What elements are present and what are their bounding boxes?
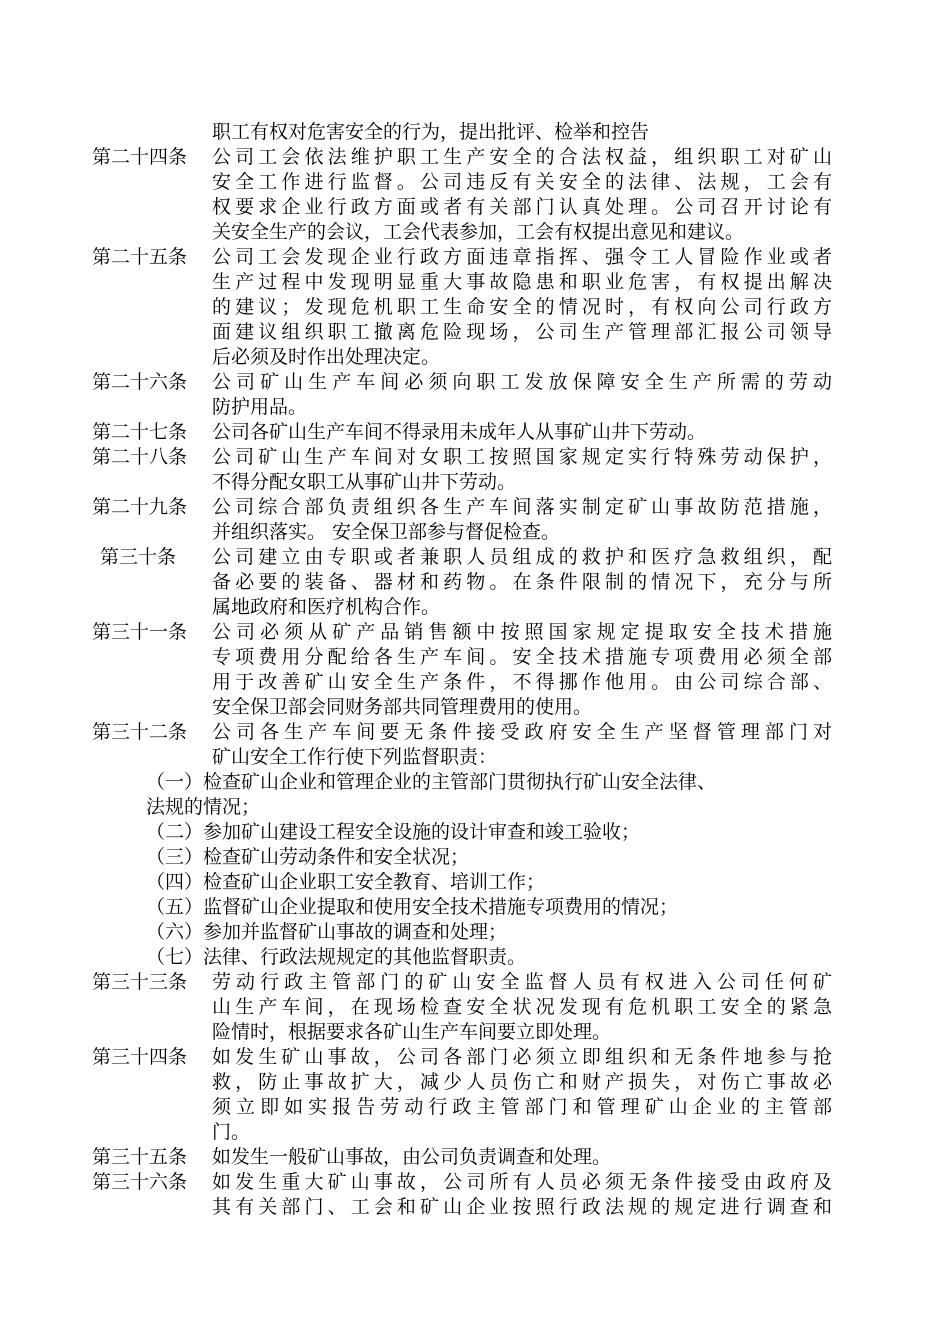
article-number: 第三十三条	[92, 971, 188, 993]
document-line	[0, 270, 950, 295]
document-line	[0, 395, 950, 420]
article-text: 关安全生产的会议，工会代表参加，工会有权提出意见和建议。	[212, 221, 745, 243]
article-text: 公司矿山生产车间必须向职工发放保障安全生产所需的劳动	[212, 371, 832, 393]
article-text: 矿山安全工作行使下列监督职责：	[212, 746, 498, 768]
article-text: 防护用品。	[212, 396, 308, 418]
article-text: 须立即如实报告劳动行政主管部门和管理矿山企业的主管部	[212, 1096, 832, 1118]
document-line	[0, 520, 950, 545]
document-line	[0, 1070, 950, 1095]
document-line	[0, 445, 950, 470]
clause-text: （一）检查矿山企业和管理企业的主管部门贯彻执行矿山安全法律、	[146, 771, 717, 793]
article-number: 第三十二条	[92, 721, 188, 743]
article-text: 其有关部门、工会和矿山企业按照行政法规的规定进行调查和	[212, 1196, 832, 1218]
clause-text: （四）检查矿山企业职工安全教育、培训工作；	[146, 871, 546, 893]
document-line	[0, 295, 950, 320]
document-line	[0, 970, 950, 995]
document-page	[0, 120, 950, 1220]
document-line	[0, 1020, 950, 1045]
document-line	[0, 1045, 950, 1070]
article-text: 专项费用分配给各生产车间。安全技术措施专项费用必须全部	[212, 646, 832, 668]
document-line	[0, 870, 950, 895]
clause-text: （七）法律、行政法规规定的其他监督职责。	[146, 946, 527, 968]
article-number: 第二十七条	[92, 421, 188, 443]
document-line	[0, 670, 950, 695]
article-number: 第二十九条	[92, 496, 188, 518]
document-line	[0, 545, 950, 570]
document-line	[0, 320, 950, 345]
document-line	[0, 1195, 950, 1220]
document-line	[0, 645, 950, 670]
document-line	[0, 595, 950, 620]
article-text: 公司矿山生产车间对女职工按照国家规定实行特殊劳动保护，	[212, 446, 832, 468]
document-line	[0, 420, 950, 445]
article-text: 公司工会依法维护职工生产安全的合法权益，组织职工对矿山	[212, 146, 832, 168]
clause-text: （六）参加并监督矿山事故的调查和处理；	[146, 921, 508, 943]
article-number: 第三十一条	[92, 621, 188, 643]
document-line	[0, 720, 950, 745]
article-text: 权要求企业行政方面或者有关部门认真处理。公司召开讨论有	[212, 196, 832, 218]
article-text: 公司综合部负责组织各生产车间落实制定矿山事故防范措施，	[212, 496, 832, 518]
document-line	[0, 945, 950, 970]
article-text: 山生产车间，在现场检查安全状况发现有危机职工安全的紧急	[212, 996, 832, 1018]
article-text: 不得分配女职工从事矿山井下劳动。	[212, 471, 517, 493]
document-line	[0, 120, 950, 145]
document-line	[0, 1120, 950, 1145]
clause-text: 法规的情况；	[146, 796, 261, 818]
article-text: 的建议；发现危机职工生命安全的情况时，有权向公司行政方	[212, 296, 832, 318]
article-text: 险情时，根据要求各矿山生产车间要立即处理。	[212, 1021, 612, 1043]
document-line	[0, 695, 950, 720]
document-line	[0, 745, 950, 770]
article-text: 如发生重大矿山事故，公司所有人员必须无条件接受由政府及	[212, 1171, 832, 1193]
article-text: 劳动行政主管部门的矿山安全监督人员有权进入公司任何矿	[212, 971, 832, 993]
document-line	[0, 145, 950, 170]
article-text: 救，防止事故扩大，减少人员伤亡和财产损失，对伤亡事故必	[212, 1071, 832, 1093]
document-line	[0, 345, 950, 370]
document-line	[0, 770, 950, 795]
article-text: 生产过程中发现明显重大事故隐患和职业危害，有权提出解决	[212, 271, 832, 293]
article-text: 备必要的装备、器材和药物。在条件限制的情况下，充分与所	[212, 571, 832, 593]
article-text: 安全保卫部会同财务部共同管理费用的使用。	[212, 696, 593, 718]
article-text: 如发生一般矿山事故，由公司负责调查和处理。	[212, 1146, 612, 1168]
article-text: 公司必须从矿产品销售额中按照国家规定提取安全技术措施	[212, 621, 832, 643]
article-number: 第三十六条	[92, 1171, 188, 1193]
article-text: 并组织落实。 安全保卫部参与督促检查。	[212, 521, 561, 543]
document-line	[0, 895, 950, 920]
article-text: 属地政府和医疗机构合作。	[212, 596, 441, 618]
article-number: 第三十五条	[92, 1146, 188, 1168]
clause-text: （二）参加矿山建设工程安全设施的设计审查和竣工验收；	[146, 821, 641, 843]
document-line	[0, 370, 950, 395]
document-line	[0, 1145, 950, 1170]
article-text: 用于改善矿山安全生产条件，不得挪作他用。由公司综合部、	[212, 671, 832, 693]
article-text: 职工有权对危害安全的行为，提出批评、检举和控告	[212, 121, 650, 143]
document-line	[0, 245, 950, 270]
document-line	[0, 220, 950, 245]
article-number: 第二十六条	[92, 371, 188, 393]
clause-text: （三）检查矿山劳动条件和安全状况；	[146, 846, 470, 868]
document-line	[0, 1095, 950, 1120]
article-number: 第二十八条	[92, 446, 188, 468]
article-text: 门。	[212, 1121, 251, 1143]
document-line	[0, 845, 950, 870]
article-number: 第二十五条	[92, 246, 188, 268]
document-line	[0, 570, 950, 595]
article-text: 公司各矿山生产车间不得录用未成年人从事矿山井下劳动。	[212, 421, 707, 443]
article-number: 第二十四条	[92, 146, 188, 168]
clause-text: （五）监督矿山企业提取和使用安全技术措施专项费用的情况；	[146, 896, 679, 918]
document-line	[0, 795, 950, 820]
document-line	[0, 195, 950, 220]
document-line	[0, 495, 950, 520]
document-line	[0, 470, 950, 495]
article-number: 第三十条	[100, 546, 177, 568]
document-line	[0, 920, 950, 945]
document-line	[0, 620, 950, 645]
document-line	[0, 170, 950, 195]
article-text: 公司建立由专职或者兼职人员组成的救护和医疗急救组织，配	[212, 546, 832, 568]
document-line	[0, 1170, 950, 1195]
article-text: 公司工会发现企业行政方面违章指挥、强令工人冒险作业或者	[212, 246, 832, 268]
article-text: 后必须及时作出处理决定。	[212, 346, 441, 368]
document-line	[0, 820, 950, 845]
article-text: 公司各生产车间要无条件接受政府安全生产坚督管理部门对	[212, 721, 832, 743]
article-number: 第三十四条	[92, 1046, 188, 1068]
article-text: 安全工作进行监督。公司违反有关安全的法律、法规，工会有	[212, 171, 832, 193]
article-text: 如发生矿山事故，公司各部门必须立即组织和无条件地参与抢	[212, 1046, 832, 1068]
article-text: 面建议组织职工撤离危险现场，公司生产管理部汇报公司领导	[212, 321, 832, 343]
document-line	[0, 995, 950, 1020]
